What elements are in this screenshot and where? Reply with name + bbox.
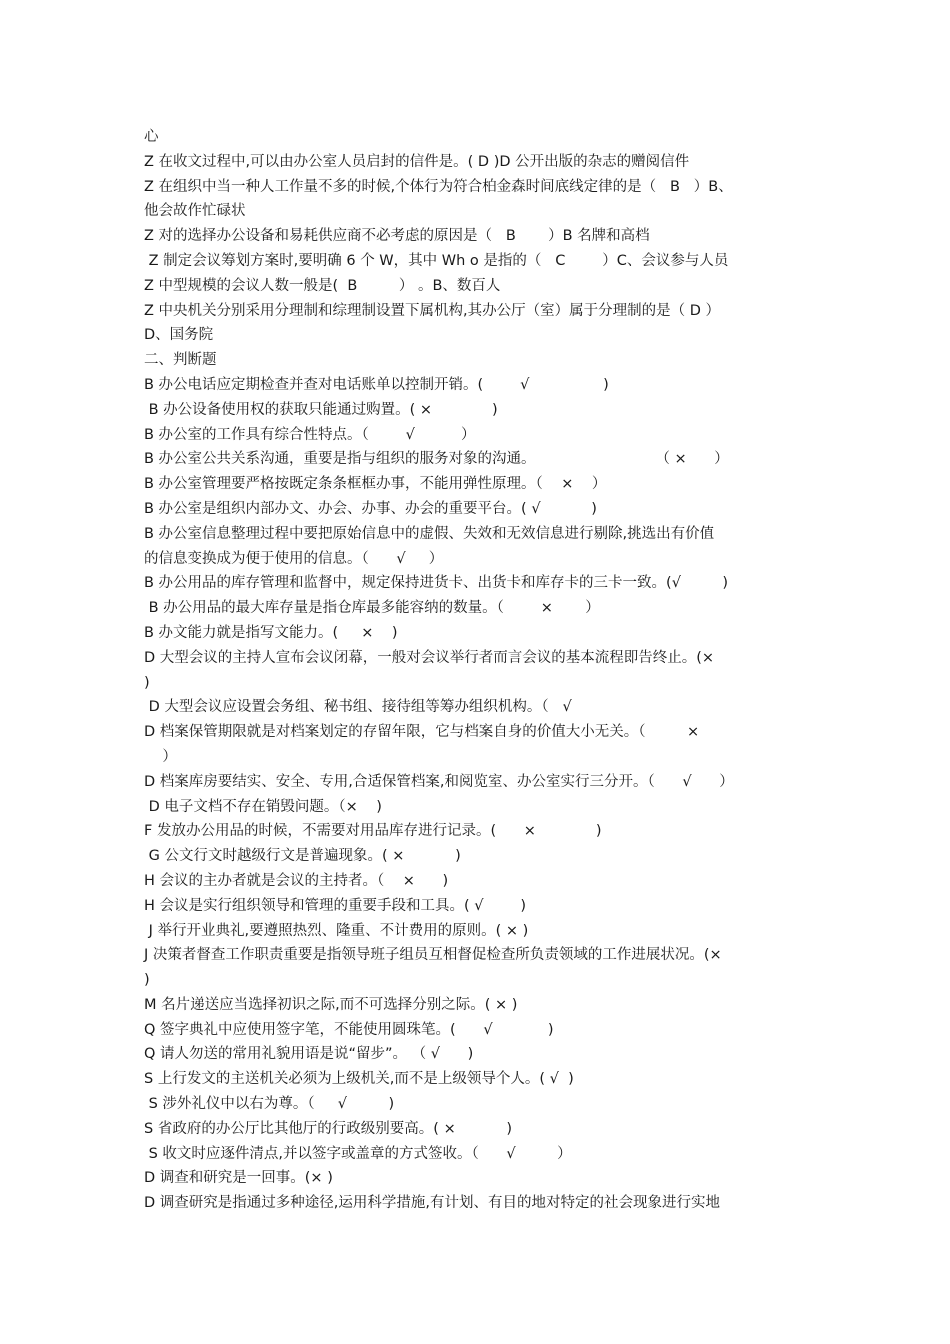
text-line: D 调查研究是指通过多种途径,运用科学措施,有计划、有目的地对特定的社会现象进行实地 (144, 1195, 720, 1212)
text-line: B 办公室是组织内部办文、办会、办事、办会的重要平台。( √ ) (144, 500, 597, 517)
text-line: F 发放办公用品的时候，不需要对用品库存进行记录。( × ) (144, 823, 602, 840)
text-line: S 涉外礼仪中以右为尊。（ √ ) (144, 1096, 395, 1113)
text-line: D 电子文档不存在销毁问题。（× ) (144, 798, 382, 815)
text-line: 的信息变换成为便于使用的信息。（ √ ） (144, 550, 444, 567)
text-line: Z 中央机关分别采用分理制和综理制设置下属机构,其办公厅（室）属于分理制的是（ D ） (144, 302, 721, 319)
text-line: B 办公室的工作具有综合性特点。（ √ ） (144, 426, 476, 443)
text-line: ） (144, 748, 177, 765)
text-line: D 大型会议应设置会务组、秘书组、接待组等筹办组织机构。（ √ (144, 699, 572, 716)
text-line: B 办公用品的库存管理和监督中，规定保持进货卡、出货卡和库存卡的三卡一致。(√ ) (144, 575, 729, 592)
text-line: B 办公设备使用权的获取只能通过购置。( × ) (144, 401, 498, 418)
text-line: J 决策者督查工作职责重要是指领导班子组员互相督促检查所负责领域的工作进展状况。(× (144, 947, 722, 964)
text-line: S 省政府的办公厅比其他厅的行政级别要高。( × ) (144, 1120, 513, 1137)
text-line: B 办文能力就是指写文能力。( × ) (144, 624, 398, 641)
text-line: H 会议是实行组织领导和管理的重要手段和工具。( √ ) (144, 897, 527, 914)
text-line: Q 签字典礼中应使用签字笔，不能使用圆珠笔。( √ ) (144, 1021, 554, 1038)
text-line: H 会议的主办者就是会议的主持者。（ × ) (144, 872, 449, 889)
text-line: Z 在收文过程中,可以由办公室人员启封的信件是。( D )D 公开出版的杂志的赠阅信件 (144, 153, 690, 170)
text-line: S 收文时应逐件清点,并以签字或盖章的方式签收。（ √ ） (144, 1145, 572, 1162)
text-line: 他会故作忙碌状 (144, 203, 246, 220)
text-line: ) (144, 674, 150, 691)
text-line: Z 在组织中当一种人工作量不多的时候,个体行为符合柏金森时间底线定律的是（ B ）B、 (144, 178, 733, 195)
text-line: B 办公用品的最大库存量是指仓库最多能容纳的数量。（ × ） (144, 600, 600, 617)
text-line: B 办公室管理要严格按既定条条框框办事，不能用弹性原理。（ × ） (144, 476, 607, 493)
text-line: B 办公室公共关系沟通，重要是指与组织的服务对象的沟通。 （ × ） (144, 451, 729, 468)
text-line: Z 制定会议筹划方案时,要明确 6 个 W，其中 Wh o 是指的（ C ）C、会议参与人员 (144, 252, 729, 269)
text-line: D 档案保管期限就是对档案划定的存留年限，它与档案自身的价值大小无关。（ × (144, 724, 700, 741)
text-line: D、国务院 (144, 327, 214, 344)
text-line: Z 对的选择办公设备和易耗供应商不必考虑的原因是（ B ）B 名牌和高档 (144, 228, 650, 245)
text-line: B 办公室信息整理过程中要把原始信息中的虚假、失效和无效信息进行剔除,挑选出有价值 (144, 525, 715, 542)
text-line: 心 (144, 129, 159, 145)
text-line: S 上行发文的主送机关必须为上级机关,而不是上级领导个人。( √ ) (144, 1071, 574, 1088)
text-line: Q 请人勿送的常用礼貌用语是说“留步”。 （ √ ) (144, 1046, 474, 1063)
text-line: ) (144, 972, 150, 989)
text-line: J 举行开业典礼,要遵照热烈、隆重、不计费用的原则。( × ) (144, 922, 529, 939)
text-line: B 办公电话应定期检查并查对电话账单以控制开销。( √ ) (144, 376, 609, 393)
document-body (144, 125, 810, 1216)
text-line: D 调查和研究是一回事。(× ) (144, 1170, 333, 1187)
text-line: Z 中型规模的会议人数一般是( B ） 。B、数百人 (144, 277, 501, 294)
text-line: M 名片递送应当选择初识之际,而不可选择分别之际。( × ) (144, 996, 518, 1013)
section-heading: 二、判断题 (144, 352, 217, 369)
text-line: D 档案库房要结实、安全、专用,合适保管档案,和阅览室、办公室实行三分开。（ √ ） (144, 773, 734, 790)
text-line: G 公文行文时越级行文是普遍现象。( × ) (144, 848, 461, 865)
text-line: D 大型会议的主持人宣布会议闭幕，一般对会议举行者而言会议的基本流程即告终止。(× (144, 649, 715, 666)
